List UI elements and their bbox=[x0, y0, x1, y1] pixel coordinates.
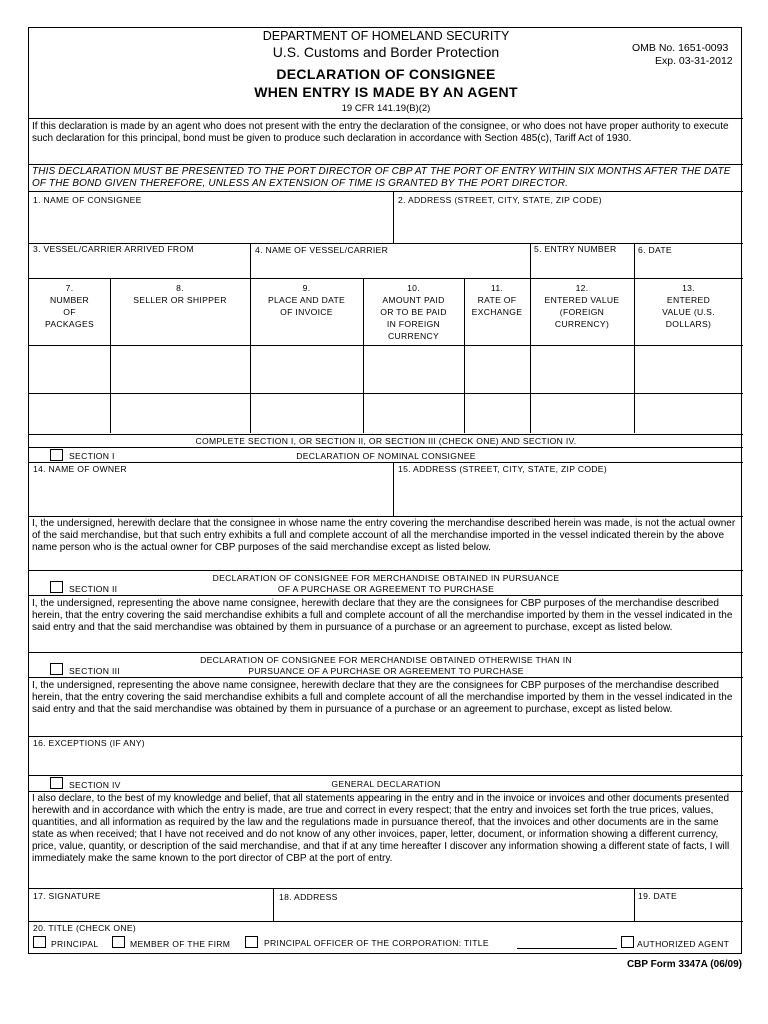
section2-text: I, the undersigned, representing the above name consignee, herewith declare that they are the consignees for CBP purposes of the merchandise described herein, that the entry covering the said merchandise exhibits a full and complete account of all the merchandise imported by them in the vessel indicated in the said entry and that the said merchandise was obtained by them in pursuance of a purchase or an agreement to purchase, except as listed below. bbox=[32, 598, 733, 633]
section4-checkbox[interactable] bbox=[50, 777, 63, 789]
agency-name: U.S. Customs and Border Protection bbox=[272, 44, 500, 60]
consignee-name-label: 1. NAME OF CONSIGNEE bbox=[33, 195, 142, 205]
col-entered-value-usd: 13. ENTERED VALUE (U.S. DOLLARS) bbox=[662, 283, 715, 329]
principal-option: PRINCIPAL bbox=[51, 939, 99, 949]
table-row[interactable] bbox=[30, 394, 742, 433]
principal-officer-option: PRINCIPAL OFFICER OF THE CORPORATION: TITLE bbox=[264, 938, 489, 948]
address-field[interactable] bbox=[275, 902, 633, 920]
complete-instruction: COMPLETE SECTION I, OR SECTION II, OR SECTION III (CHECK ONE) AND SECTION IV. bbox=[195, 436, 577, 446]
section1-heading: DECLARATION OF NOMINAL CONSIGNEE bbox=[296, 451, 476, 461]
authorized-agent-checkbox[interactable] bbox=[621, 936, 634, 948]
col-number-of-packages: 7. NUMBER OF PACKAGES bbox=[44, 283, 95, 329]
authorized-agent-option: AUTHORIZED AGENT bbox=[637, 939, 730, 949]
department-name: DEPARTMENT OF HOMELAND SECURITY bbox=[262, 29, 510, 43]
exceptions-field[interactable] bbox=[30, 750, 742, 774]
form-title-line2: WHEN ENTRY IS MADE BY AN AGENT bbox=[254, 84, 518, 100]
section3-checkbox[interactable] bbox=[50, 663, 63, 675]
col-rate-of-exchange: 11. RATE OF EXCHANGE bbox=[471, 283, 523, 317]
table-row[interactable] bbox=[30, 346, 742, 392]
owner-address-field[interactable] bbox=[395, 476, 742, 515]
title-check-label: 20. TITLE (CHECK ONE) bbox=[33, 923, 137, 933]
vessel-name-label: 4. NAME OF VESSEL/CARRIER bbox=[255, 245, 389, 255]
section2-heading-line1: DECLARATION OF CONSIGNEE FOR MERCHANDISE OBTAINED IN PURSUANCE bbox=[212, 573, 560, 583]
rule bbox=[29, 164, 743, 165]
col-seller-or-shipper: 8. SELLER OR SHIPPER bbox=[133, 283, 227, 305]
consignee-address-field[interactable] bbox=[395, 206, 742, 242]
section3-heading-line1: DECLARATION OF CONSIGNEE FOR MERCHANDISE OBTAINED OTHERWISE THAN IN bbox=[200, 655, 572, 665]
date-label: 6. DATE bbox=[638, 245, 672, 255]
exceptions-label: 16. EXCEPTIONS (IF ANY) bbox=[33, 738, 145, 748]
member-of-firm-option: MEMBER OF THE FIRM bbox=[130, 939, 231, 949]
entry-number-field[interactable] bbox=[532, 256, 633, 277]
officer-title-input-line[interactable] bbox=[517, 948, 617, 949]
member-of-firm-checkbox[interactable] bbox=[112, 936, 125, 948]
vessel-name-field[interactable] bbox=[252, 256, 529, 277]
owner-name-field[interactable] bbox=[30, 476, 392, 515]
section1-text: I, the undersigned, herewith declare that the consignee in whose name the entry covering the merchandise described herein was made, is not the actual owner of the said merchandise, but that such entry exhibits a full and complete account of all the merchandise imported in the vessel indicated therein by the above name person who is the actual owner for CBP purposes of the said merchandise except as listed below. bbox=[32, 518, 736, 553]
signature-date-field[interactable] bbox=[636, 902, 742, 920]
section2-checkbox[interactable] bbox=[50, 581, 63, 593]
section3-text: I, the undersigned, representing the above name consignee, herewith declare that they are the consignees for CBP purposes of the merchandise described herein, that the entry covering the said merchandise exhibits a full and complete account of all the merchandise imported by them in the vessel indicated in the said entry and that the said merchandise was obtained by them in pursuance of a purchase or an agreement to purchase, except as listed below. bbox=[32, 680, 733, 715]
signature-field[interactable] bbox=[30, 902, 272, 920]
declaration-form bbox=[28, 27, 742, 954]
entry-number-label: 5. ENTRY NUMBER bbox=[534, 244, 617, 254]
form-title-line1: DECLARATION OF CONSIGNEE bbox=[276, 66, 496, 82]
omb-number: OMB No. 1651-0093 bbox=[632, 42, 729, 54]
section4-label: SECTION IV bbox=[69, 780, 121, 790]
section2-label: SECTION II bbox=[69, 584, 118, 594]
intro-text: If this declaration is made by an agent who does not present with the entry the declaration of the consignee, or who does not have proper authority to execute such declaration for this principal, bond must be given to produce such declaration in accordance with Section 485(c), Tariff Act of 1930. bbox=[32, 121, 729, 144]
section3-label: SECTION III bbox=[69, 666, 121, 676]
section4-heading: GENERAL DECLARATION bbox=[331, 779, 441, 789]
form-number: CBP Form 3347A (06/09) bbox=[626, 959, 742, 970]
col-amount-paid: 10. AMOUNT PAID OR TO BE PAID IN FOREIGN CURRENCY bbox=[380, 283, 447, 341]
section3-heading-line2: PURSUANCE OF A PURCHASE OR AGREEMENT TO PURCHASE bbox=[248, 666, 524, 676]
principal-officer-checkbox[interactable] bbox=[245, 936, 258, 948]
signature-date-label: 19. DATE bbox=[638, 891, 678, 901]
rule bbox=[29, 118, 743, 119]
consignee-name-field[interactable] bbox=[30, 206, 392, 242]
section1-label: SECTION I bbox=[69, 451, 115, 461]
section2-heading-line2: OF A PURCHASE OR AGREEMENT TO PURCHASE bbox=[277, 584, 495, 594]
vessel-from-label: 3. VESSEL/CARRIER ARRIVED FROM bbox=[33, 244, 194, 254]
principal-checkbox[interactable] bbox=[33, 936, 46, 948]
owner-name-label: 14. NAME OF OWNER bbox=[33, 464, 127, 474]
section1-checkbox[interactable] bbox=[50, 449, 63, 461]
expiration-date: Exp. 03-31-2012 bbox=[655, 55, 733, 67]
owner-address-label: 15. ADDRESS (STREET, CITY, STATE, ZIP CODE) bbox=[398, 464, 608, 474]
rule bbox=[29, 191, 743, 192]
notice-text: THIS DECLARATION MUST BE PRESENTED TO THE PORT DIRECTOR OF CBP AT THE PORT OF ENTRY WITHIN SIX MONTHS AFTER THE DATE OF THE BOND GIVEN THEREFORE, UNLESS AN EXTENSION OF TIME IS GRANTED BY THE PORT DIRECTOR. bbox=[32, 166, 731, 189]
vessel-from-field[interactable] bbox=[30, 256, 249, 277]
section4-text: I also declare, to the best of my knowledge and belief, that all statements appearing in the entry and in the invoice or invoices and other documents presented herewith and in accordance with which the entry is made, are true and correct in every respect; that the entry and invoices set forth the true prices, values, quantities, and all information as required by the law and the regulations made in pursuance thereof, that the invoices and other documents are in the same state as when received; that I have not received and do not know of any other invoices, paper, letter, document, or information showing a different currency, price, value, quantity, or description of the said merchandise, and that if at any time hereafter I discover any information showing a different state of facts, I will immediately make the same known to the port director of CBP at the port of entry. bbox=[32, 793, 730, 864]
consignee-address-label: 2. ADDRESS (STREET, CITY, STATE, ZIP CODE) bbox=[398, 195, 602, 205]
cfr-reference: 19 CFR 141.19(B)(2) bbox=[341, 103, 431, 114]
address-label: 18. ADDRESS bbox=[279, 892, 338, 902]
signature-label: 17. SIGNATURE bbox=[33, 891, 101, 901]
date-field[interactable] bbox=[636, 256, 742, 277]
col-entered-value-foreign: 12. ENTERED VALUE (FOREIGN CURRENCY) bbox=[544, 283, 620, 329]
col-place-date-invoice: 9. PLACE AND DATE OF INVOICE bbox=[267, 283, 346, 317]
